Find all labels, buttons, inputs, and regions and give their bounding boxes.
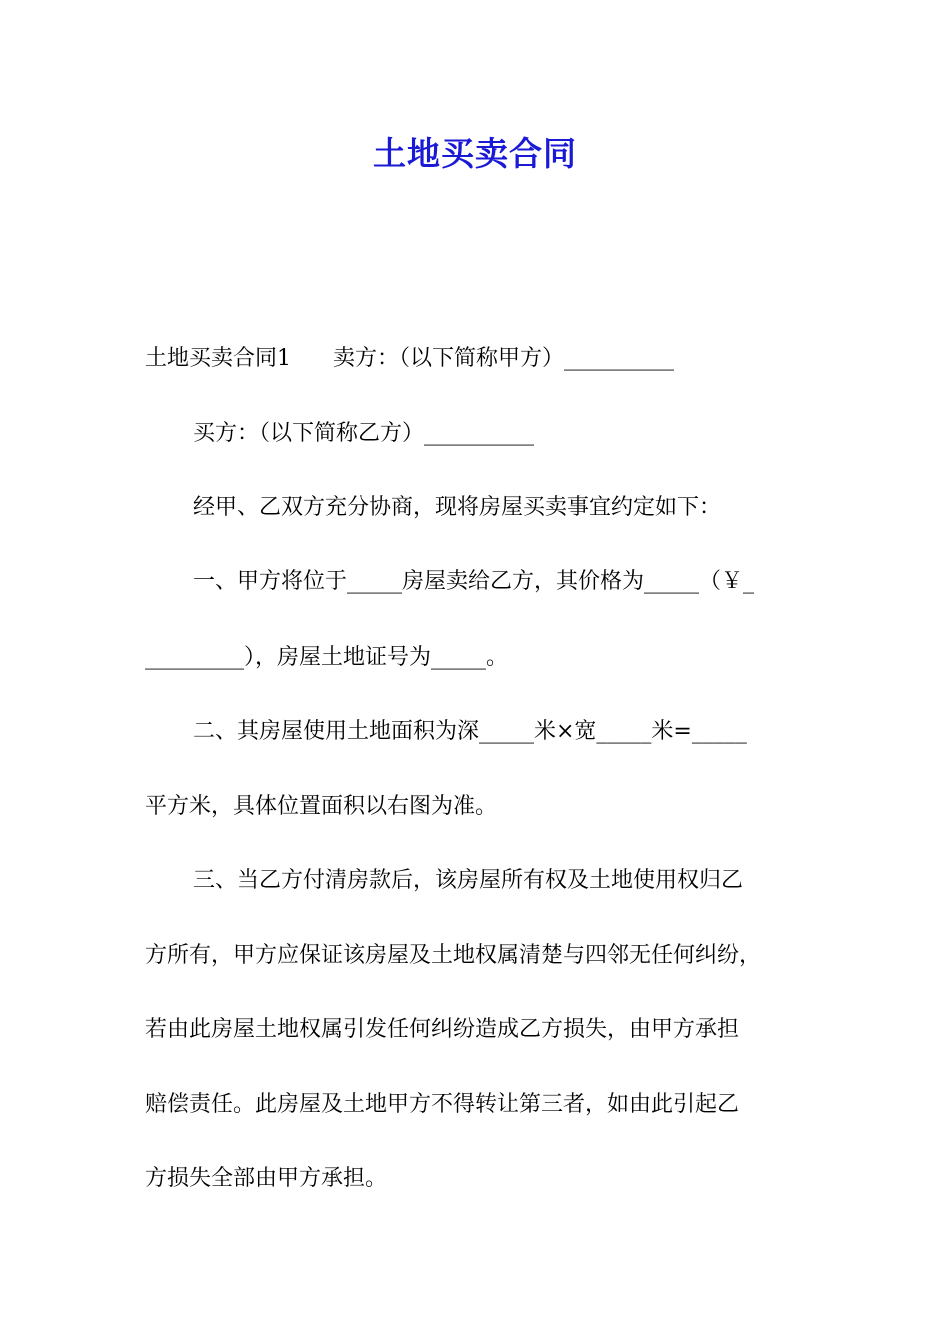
clause-3-line-2: 方所有，甲方应保证该房屋及土地权属清楚与四邻无任何纠纷， xyxy=(145,943,762,968)
contract-heading-line: 土地买卖合同1 卖方：（以下简称甲方）__________ xyxy=(145,346,674,371)
document-title: 土地买卖合同 xyxy=(373,134,577,173)
buyer-line: 买方：（以下简称乙方）__________ xyxy=(193,421,535,446)
clause-2-line-1: 二、其房屋使用土地面积为深_____米×宽_____米=_____ xyxy=(193,719,747,744)
clause-1-line-1: 一、甲方将位于_____房屋卖给乙方，其价格为_____（￥_ xyxy=(193,569,755,594)
preamble-line: 经甲、乙双方充分协商，现将房屋买卖事宜约定如下： xyxy=(193,495,722,520)
clause-3-line-3: 若由此房屋土地权属引发任何纠纷造成乙方损失，由甲方承担 xyxy=(145,1017,740,1042)
clause-3-line-5: 方损失全部由甲方承担。 xyxy=(145,1166,388,1191)
clause-3-line-4: 赔偿责任。此房屋及土地甲方不得转让第三者，如由此引起乙 xyxy=(145,1092,740,1117)
clause-2-line-2: 平方米，具体位置面积以右图为准。 xyxy=(145,794,498,819)
clause-1-line-2: _________），房屋土地证号为_____。 xyxy=(145,645,509,670)
clause-3-line-1: 三、当乙方付清房款后，该房屋所有权及土地使用权归乙 xyxy=(193,868,744,893)
